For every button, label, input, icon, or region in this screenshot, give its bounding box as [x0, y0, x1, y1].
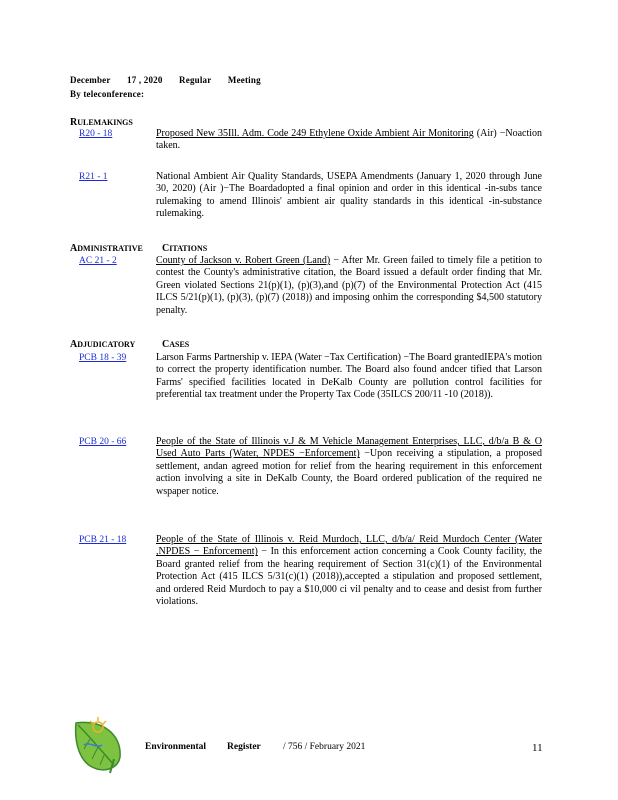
case-link-r20-18[interactable]: R20 - 18	[79, 129, 113, 139]
entry-text: (Air) −Noaction taken.	[156, 128, 542, 152]
entry-text: National Ambient Air Quality Standards, USEPA Amendments (January 1, 2020 through June 30, 2020) (Air )−The Boardadopted a final opinion and order in this identical -in-subs tance rulemaking to amend Illinois' ambient air quality standards in this identical -in-substance rulemaking.	[156, 171, 542, 220]
case-link-pcb-18-39[interactable]: PCB 18 - 39	[79, 353, 127, 363]
entry-text: − After Mr. Green failed to timely file a petition to contest the County's administrative citation, the Board issued a default order finding that Mr. Green violated Sections 21(p)(1), (p)(3),and (p)(7) of the Environmental Protection Act (415 ILCS 5/21(p)(1), (p)(3), (p)(7) (2018)) and imposing onhim the corresponding $4,500 statutory penalty.	[156, 255, 542, 316]
entry-title: People of the State of Illinois v. Reid Murdoch, LLC, d/b/a/ Reid Murdoch Center (Water ,NPDES − Enforcement)	[156, 534, 542, 558]
entry-title: People of the State of Illinois v.J & M Vehicle Management Enterprises, LLC, d/b/a B & O Used Auto Parts (Water, NPDES −Enforcement)	[156, 436, 542, 460]
entry-title: County of Jackson v. Robert Green (Land)	[156, 255, 331, 266]
footer-register: Register	[227, 742, 261, 752]
footer-issue: / 756 / February 2021	[283, 742, 366, 752]
entry-text: Larson Farms Partnership v. IEPA (Water −Tax Certification) −The Board grantedIEPA's motion to correct the property identification number. The Board also found andcer tified that Larson Farms' specified facilities located in DeKalb County are pollution control facilities for preferential tax treatment under the Property Tax Code (35ILCS 200/11 -10 (2018)).	[156, 352, 542, 401]
meeting-date-line	[70, 75, 275, 85]
entry-text: −Upon receiving a stipulation, a proposed settlement, andan agreed motion for relief from the hearing requirement in this enforcement action involving a site in DeKalb County, the Board ordered publication of the required ne wspaper notice.	[156, 448, 542, 497]
section-adjudicatory-cases: ADJUDICATORY CASES	[70, 339, 190, 350]
page-number: 11	[532, 742, 543, 754]
entry-title: Proposed New 35Ill. Adm. Code 249 Ethylene Oxide Ambient Air Monitoring	[156, 128, 474, 139]
entry-r20-18	[156, 128, 542, 153]
leaf-logo-icon	[70, 715, 130, 775]
header-month: December	[70, 75, 111, 85]
teleconference-line: By teleconference:	[70, 89, 145, 99]
case-link-r21-1[interactable]: R21 - 1	[79, 172, 108, 182]
case-link-pcb-20-66[interactable]: PCB 20 - 66	[79, 437, 127, 447]
entry-text: − In this enforcement action concerning a Cook County facility, the Board granted relief from the hearing requirement of Section 31(c)(1) of the Environmental Protection Act (415 ILCS 5/31(c)(1) (2018)),accepted a stipulation and proposed settlement, and ordered Reid Murdoch to pay a $10,000 ci vil penalty and to cease and desist from further violations.	[156, 546, 542, 608]
entry-pcb-21-18	[156, 534, 542, 608]
section-administrative-citations: ADMINISTRATIVE CITATIONS	[70, 243, 208, 254]
header-regular: Regular	[179, 75, 212, 85]
footer-publication: Environmental	[145, 742, 207, 752]
entry-ac-21-2	[156, 255, 542, 317]
section-rulemakings: RULEMAKINGS	[70, 117, 133, 128]
entry-pcb-18-39	[156, 352, 542, 402]
header-day-year: 17 , 2020	[127, 75, 163, 85]
case-link-ac-21-2[interactable]: AC 21 - 2	[79, 256, 117, 266]
header-meeting: Meeting	[227, 75, 261, 85]
case-link-pcb-21-18[interactable]: PCB 21 - 18	[79, 535, 127, 545]
entry-r21-1	[156, 171, 542, 221]
entry-pcb-20-66	[156, 436, 542, 498]
